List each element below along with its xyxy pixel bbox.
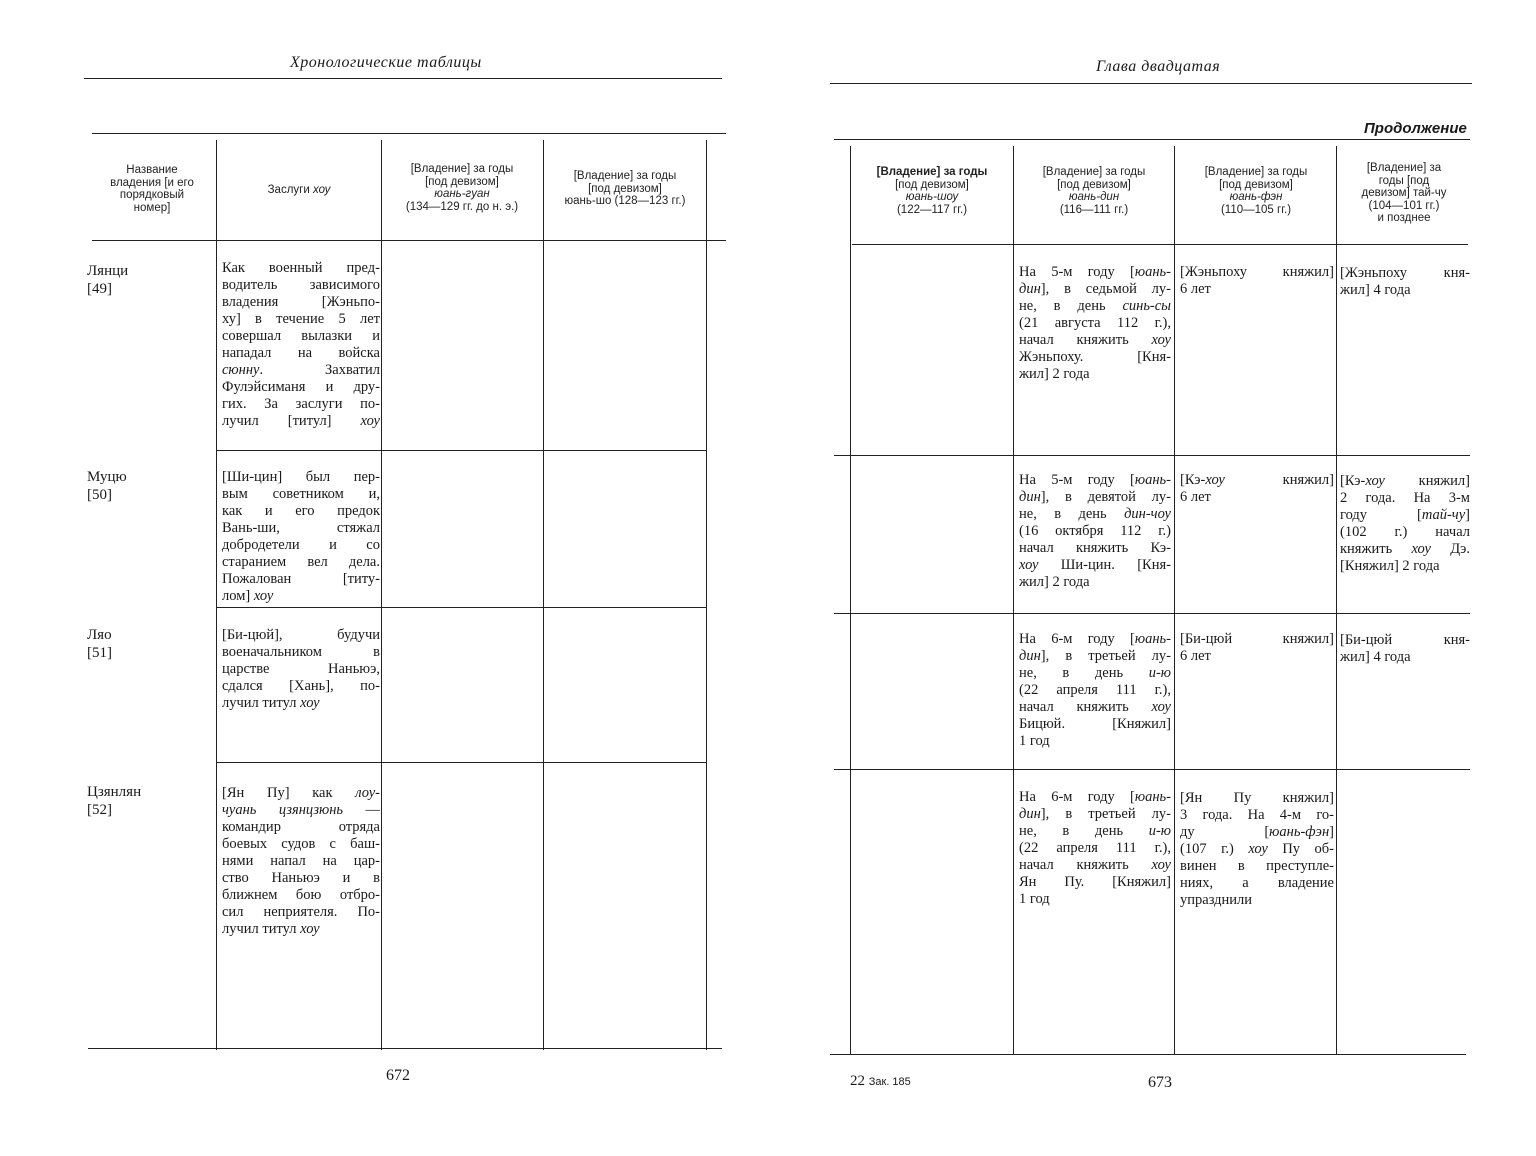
right-col-divider-1 (1013, 146, 1014, 1054)
right-row2-yuan-ding: На 5-м году [юань- дин], в девятой лу- не, в день дин-чоу (16 октября 112 г.) начал княжить Кэ- хоу Ши-цин. [Кня- жил] 2 года (1019, 472, 1171, 590)
right-row4-yuan-feng: [Ян Пу княжил] 3 года. На 4-м го- ду [юань-фэн] (107 г.) хоу Пу об- винен в преступле- ниях, а владение упразднили (1180, 790, 1334, 908)
left-col-divider-3 (543, 140, 544, 1050)
right-row3-yuan-ding: На 6-м году [юань- дин], в третьей лу- не, в день и-ю (22 апреля 111 г.), начал княжить хоу Бицюй. [Княжил] 1 год (1019, 631, 1171, 749)
right-row2-tai-chu: [Кэ-хоу княжил] 2 года. На 3-м году [тай-чу] (102 г.) начал княжить хоу Дэ. [Княжил] 2 года (1340, 473, 1470, 574)
left-col-divider-2 (381, 140, 382, 1050)
right-table-bottom-rule (830, 1054, 1466, 1055)
right-row-sep-1 (834, 455, 1470, 456)
row-merits-mucyu: [Ши-цин] был пер- вым советником и, как и его предок Вань-ши, стяжал добродетели и со старанием вел дела. Пожалован [титу- лом] хоу (222, 469, 380, 604)
row-name-lyanci: Лянци [49] (87, 263, 129, 297)
right-header-col-yuan-shou: [Владение] за годы [под девизом] юань-шоу (122—117 гг.) (876, 166, 988, 216)
right-col-divider-3 (1336, 146, 1337, 1054)
row-name-lyao: Ляо [51] (87, 627, 112, 661)
right-row-sep-3 (834, 769, 1470, 770)
right-row1-yuan-ding: На 5-м году [юань- дин], в седьмой лу- не, в день синь-сы (21 августа 112 г.), начал княжить хоу Жэньпоху. [Кня- жил] 2 года (1019, 264, 1171, 382)
left-head-rule (84, 78, 722, 79)
right-table-top-rule (834, 139, 1470, 140)
right-folio: 673 (1148, 1074, 1172, 1091)
right-col-divider-2 (1174, 146, 1175, 1054)
right-row3-yuan-feng: [Би-цюй княжил] 6 лет (1180, 631, 1334, 664)
left-header-col-name: Название владения [и его порядковый номер] (110, 164, 194, 214)
left-col-divider-4 (706, 140, 707, 1050)
left-row-sep-3 (216, 762, 706, 763)
right-header-col-yuan-ding: [Владение] за годы [под девизом] юань-дин (116—111 гг.) (1042, 166, 1146, 216)
row-merits-lyanci: Как военный пред- водитель зависимого владения [Жэньпо- ху] в течение 5 лет совершал вылазки и нападал на войска сюнну. Захватил Фулэйсиманя и дру- гих. За заслуги по- лучил [титул] хоу (222, 260, 380, 429)
row-merits-czyanlyan: [Ян Пу] как лоу- чуань цзянцзюнь — командир отряда боевых судов с баш- нями напал на цар- ство Наньюэ и в ближнем бою отбро- сил неприятеля. По- лучил титул хоу (222, 785, 381, 937)
right-col-divider-0 (850, 146, 851, 1054)
right-header-col-yuan-feng: [Владение] за годы [под девизом] юань-фэн (110—105 гг.) (1204, 166, 1308, 216)
row-name-mucyu: Муцю [50] (87, 469, 127, 503)
right-head-rule (830, 83, 1472, 84)
left-table-bottom-rule (88, 1048, 722, 1049)
left-header-bottom-rule (92, 240, 726, 241)
row-name-czyanlyan: Цзянлян [52] (87, 784, 142, 818)
right-row2-yuan-feng: [Кэ-хоу княжил] 6 лет (1180, 472, 1334, 505)
continuation-label: Продолжение (1364, 120, 1467, 137)
right-row1-tai-chu: [Жэньпоху кня- жил] 4 года (1340, 265, 1470, 298)
signature-mark: 22 Зак. 185 (850, 1073, 911, 1089)
left-folio: 672 (386, 1067, 410, 1084)
left-header-col-yuan-shuo: [Владение] за годы [под девизом] юань-шо (128—123 гг.) (564, 170, 686, 207)
left-col-divider-1 (216, 140, 217, 1050)
right-row3-tai-chu: [Би-цюй кня- жил] 4 года (1340, 632, 1470, 665)
right-header-col-tai-chu: [Владение] за годы [под девизом] тай-чу (104—101 гг.) и позднее (1361, 162, 1447, 224)
right-row4-yuan-ding: На 6-м году [юань- дин], в третьей лу- не, в день и-ю (22 апреля 111 г.), начал княжить хоу Ян Пу. [Княжил] 1 год (1019, 789, 1171, 907)
left-header-col-yuan-guan: [Владение] за годы [под девизом] юань-гуан (134—129 гг. до н. э.) (405, 163, 519, 213)
left-row-sep-1 (216, 450, 706, 451)
right-header-bottom-rule (852, 244, 1468, 245)
right-running-head: Глава двадцатая (1096, 58, 1221, 75)
right-row1-yuan-feng: [Жэньпоху княжил] 6 лет (1180, 264, 1334, 297)
right-row-sep-2 (834, 613, 1470, 614)
right-page (768, 0, 1536, 1156)
row-merits-lyao: [Би-цюй], будучи военачальником в царстве Наньюэ, сдался [Хань], по- лучил титул хоу (222, 627, 380, 711)
left-table-top-rule (92, 133, 726, 134)
left-running-head: Хронологические таблицы (290, 54, 482, 71)
left-header-col-merits: Заслуги хоу (267, 184, 331, 196)
left-row-sep-2 (216, 607, 706, 608)
